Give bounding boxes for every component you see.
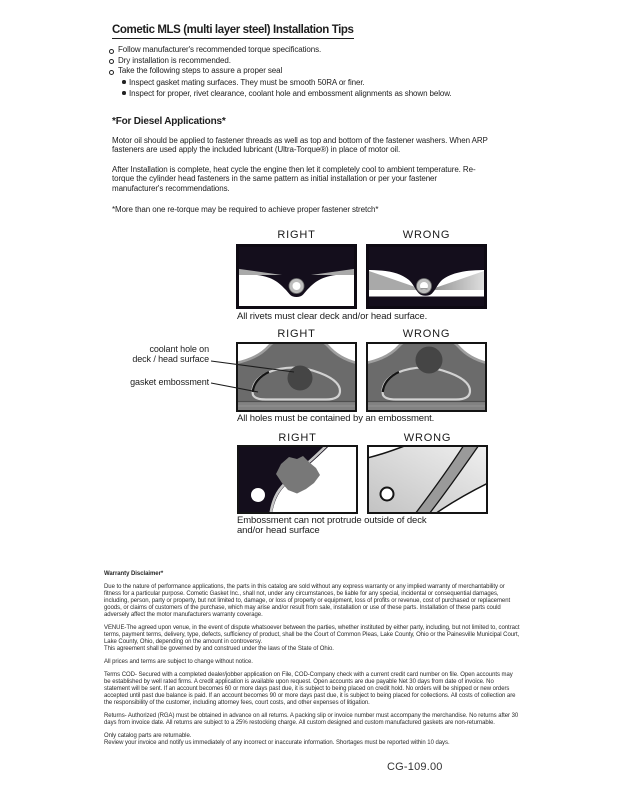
open-bullet-icon <box>109 70 114 75</box>
list-item <box>109 45 529 56</box>
diagram3-wrong-label: WRONG <box>403 432 452 444</box>
diagram3-right-label: RIGHT <box>278 432 317 444</box>
filled-bullet-icon <box>122 80 126 84</box>
page-title: Cometic MLS (multi layer steel) Installation Tips <box>112 24 354 39</box>
warranty-disclaimer <box>104 571 520 747</box>
list-item-text: Inspect for proper, rivet clearance, coolant hole and embossment alignments as shown below. <box>129 88 452 98</box>
diagram3-right-image <box>237 445 358 514</box>
installation-tips-list <box>109 45 529 99</box>
caption-line: Embossment can not protrude outside of deck <box>237 515 427 526</box>
list-item-text: Dry installation is recommended. <box>118 55 231 65</box>
diagram2-right-label: RIGHT <box>277 328 316 340</box>
annotation-pointer-lines <box>110 330 370 415</box>
caption-line: and/or head surface <box>237 525 320 536</box>
disclaimer-paragraph: All prices and terms are subject to change without notice. <box>104 659 253 665</box>
list-item <box>109 56 529 67</box>
list-item-text: Follow manufacturer's recommended torque specifications. <box>118 45 322 54</box>
disclaimer-paragraph: Only catalog parts are returnable. <box>104 733 192 739</box>
open-bullet-icon <box>109 49 114 54</box>
gasket-embossment-annotation: gasket embossment <box>130 377 209 387</box>
diagram1-wrong-label: WRONG <box>402 229 451 241</box>
disclaimer-paragraph: This agreement shall be governed by and construed under the laws of the State of Ohio. <box>104 646 334 652</box>
list-item <box>109 66 529 77</box>
diesel-paragraph-2: After Installation is complete, heat cycle the engine then let it completely cool to ambient temperature. Re-torque the cylinder head fasteners in the same pattern as initial installation or per your fastener manufacturer's recommendations. <box>112 165 476 193</box>
annotation-text: deck / head surface <box>132 353 209 364</box>
diagram1-caption: All rivets must clear deck and/or head surface. <box>237 311 428 322</box>
diagram1-wrong-image <box>366 244 487 309</box>
diesel-paragraph-1: Motor oil should be applied to fastener threads as well as top and bottom of the fastener washers. When ARP fasteners are used apply the included lubricant (Ultra-Torque®) in place of motor oil. <box>112 136 488 155</box>
disclaimer-paragraph: Returns- Authorized (RGA) must be obtained in advance on all returns. A packing slip or invoice number must accompany the merchandise. No returns after 30 days from invoice date. All returns are subject to a 25% restocking charge. All custom designed and custom manufactured gaskets are non-returnable. <box>104 713 519 726</box>
list-item-text: Inspect gasket mating surfaces. They must be smooth 50RA or finer. <box>129 77 365 87</box>
list-item-text: Take the following steps to assure a proper seal <box>118 66 283 75</box>
diagram3-wrong-image <box>367 445 488 514</box>
annotation-text: coolant hole on <box>149 344 209 354</box>
filled-bullet-icon <box>122 91 126 95</box>
list-sub-item <box>122 77 529 88</box>
list-sub-item <box>122 88 529 99</box>
page-number: CG-109.00 <box>387 761 443 773</box>
disclaimer-paragraph: Due to the nature of performance applications, the parts in this catalog are sold without any express warranty or any implied warranty of merchantability or fitness for a particular purpose. Cometic Gasket Inc., shall not, under any circumstances, be liable for any special, incidental or consequential damages, including, person, party or property, but not limited to, damage, or loss of property or equipment, loss of profits or revenue, cost of purchased or replacement goods, or claims of customers of the purchase, which may arise and/or result from sale, installation or use of these parts. Installation of these parts could adversely affect the motor manufacturers warranty coverage. <box>104 584 511 618</box>
diagram3-caption <box>237 516 427 536</box>
disclaimer-paragraph: Terms COD- Secured with a completed dealer/jobber application on File, COD-Company check with a current credit card number on file. Open accounts may be established by well rated firms. A credit application is available upon request. Open accounts are due payable Net 30 days from date of invoice. No statement will be sent. If an account becomes 60 or more days past due, it is subject to being placed on credit hold. No orders will be shipped or new orders accepted until past due balance is paid. If an account becomes 90 or more days past due, it is subject to being placed for collections. All costs of collection are the responsibility of the customer, including attorney fees, court costs, and other expenses of litigation. <box>104 672 516 706</box>
disclaimer-heading: Warranty Disclaimer* <box>104 571 164 577</box>
diesel-section-heading: *For Diesel Applications* <box>112 116 226 127</box>
diagram2-wrong-label: WRONG <box>402 328 451 340</box>
diagram1-right-label: RIGHT <box>277 229 316 241</box>
retorque-note: *More than one re-torque may be required to achieve proper fastener stretch* <box>112 205 379 214</box>
disclaimer-paragraph: Review your invoice and notify us immediately of any incorrect or inaccurate information. Shortages must be reported within 10 days. <box>104 740 450 746</box>
diagram2-caption: All holes must be contained by an embossment. <box>237 413 435 424</box>
open-bullet-icon <box>109 59 114 64</box>
diagram2-wrong-image <box>366 342 487 412</box>
diagram1-right-image <box>236 244 357 309</box>
disclaimer-paragraph: VENUE-The agreed upon venue, in the event of dispute whatsoever between the parties, whether instituted by either party, including, but not limited to, contract terms, payment terms, delivery, type, defects, sufficiency of product, shall be the Court of Common Pleas, Lake County, Ohio or the Painesville Municipal Court, Lake County, Ohio, depending on the amount in controversy. <box>104 625 520 645</box>
